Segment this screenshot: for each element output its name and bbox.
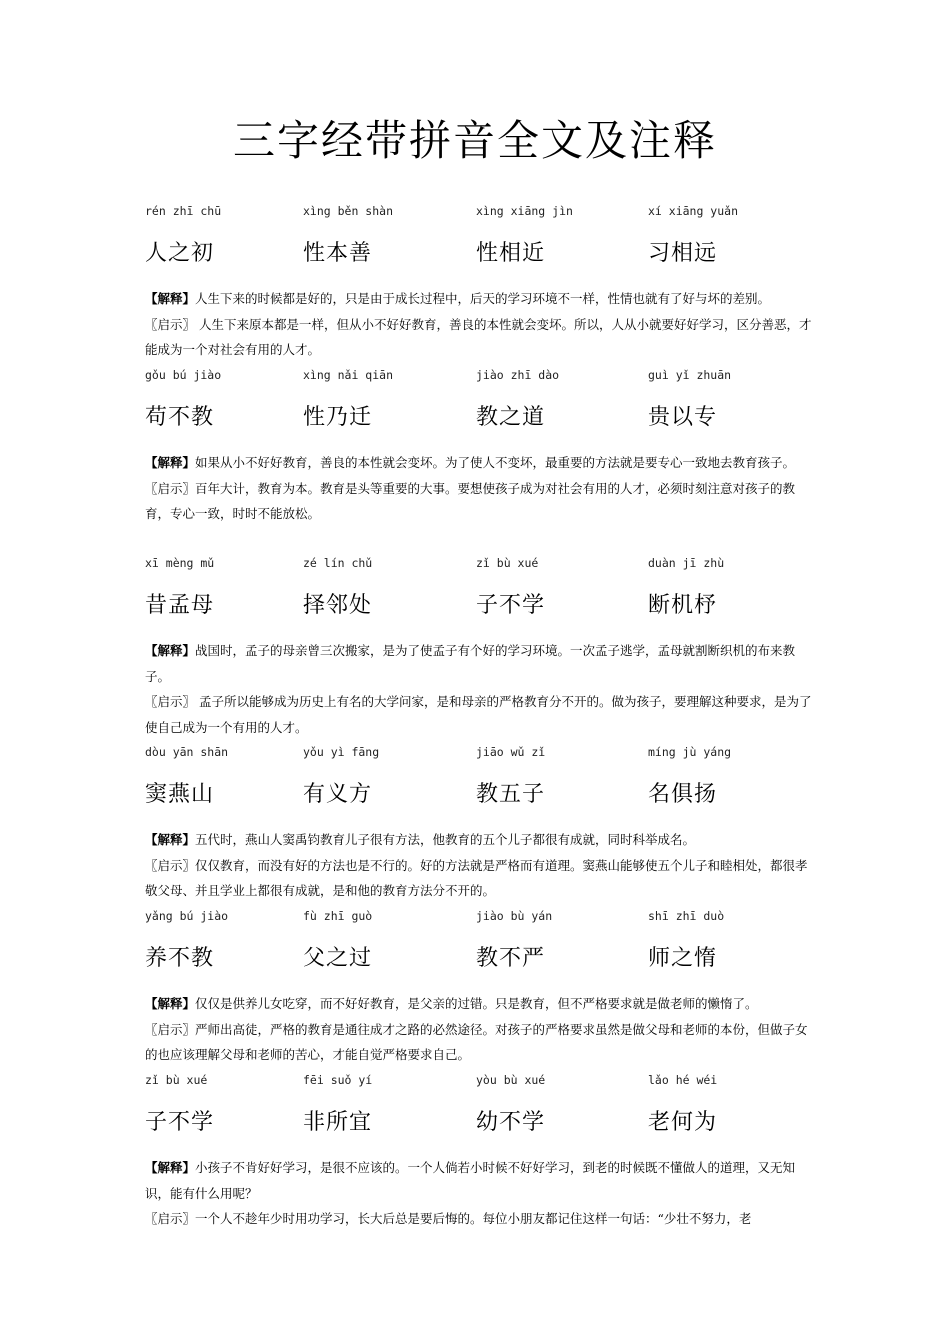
insight-paragraph — [145, 1017, 815, 1068]
hanzi-phrase: 名俱扬 — [648, 782, 718, 807]
pinyin-text: xí xiāng yuǎn — [648, 204, 739, 218]
explanation-paragraph — [145, 827, 815, 853]
explanation-paragraph — [145, 450, 815, 476]
pinyin-text: xìng nǎi qiān — [303, 368, 394, 382]
hanzi-row — [145, 236, 815, 276]
hanzi-row — [145, 1105, 815, 1145]
pinyin-text: fēi suǒ yí — [303, 1073, 373, 1087]
hanzi-phrase: 教之道 — [476, 405, 546, 430]
explanation-text: 如果从小不好好教育，善良的本性就会变坏。为了使人不变坏，最重要的方法就是要专心一致地去教育孩子。 — [195, 455, 796, 470]
explanation-label: 【解释】 — [145, 996, 196, 1011]
hanzi-phrase: 养不教 — [145, 946, 215, 971]
hanzi-phrase: 教五子 — [476, 782, 546, 807]
explanation-text: 五代时，燕山人窦禹钧教育儿子很有方法，他教育的五个儿子都很有成就，同时科举成名。 — [195, 832, 696, 847]
pinyin-text: rén zhī chū — [145, 204, 222, 218]
pinyin-text: dòu yān shān — [145, 745, 229, 759]
pinyin-text: zǐ bù xué — [145, 1073, 208, 1087]
insight-text: 严师出高徒，严格的教育是通往成才之路的必然途径。对孩子的严格要求虽然是做父母和老师的本份，但做子女的也应该理解父母和老师的苦心，才能自觉严格要求自己。 — [145, 1021, 808, 1062]
hanzi-phrase: 子不学 — [145, 1110, 215, 1135]
hanzi-phrase: 贵以专 — [648, 405, 718, 430]
document-title: 三字经带拼音全文及注释 — [232, 116, 717, 165]
insight-text: 百年大计，教育为本。教育是头等重要的大事。要想使孩子成为对社会有用的人才，必须时刻注意对孩子的教育，专心一致，时时不能放松。 — [145, 480, 796, 521]
hanzi-phrase: 择邻处 — [303, 593, 373, 618]
explanation-text: 人生下来的时候都是好的，只是由于成长过程中，后天的学习环境不一样，性情也就有了好与坏的差别。 — [195, 291, 771, 306]
pinyin-text: xìng běn shàn — [303, 204, 394, 218]
explanation-label: 【解释】 — [145, 1160, 196, 1175]
insight-text: 一个人不趁年少时用功学习，长大后总是要后悔的。每位小朋友都记住这样一句话：“少壮不努力，老 — [195, 1211, 752, 1226]
pinyin-text: shī zhī duò — [648, 909, 725, 923]
hanzi-row — [145, 400, 815, 440]
pinyin-text: guì yǐ zhuān — [648, 368, 732, 382]
pinyin-text: duàn jī zhù — [648, 556, 725, 570]
pinyin-text: zé lín chǔ — [303, 556, 373, 570]
hanzi-phrase: 性相近 — [476, 241, 546, 266]
verse-section — [145, 1073, 815, 1232]
pinyin-row — [145, 1073, 815, 1093]
pinyin-row — [145, 909, 815, 929]
explanation-label: 【解释】 — [145, 832, 196, 847]
pinyin-text: gǒu bú jiào — [145, 368, 222, 382]
pinyin-text: yǒu yì fāng — [303, 745, 380, 759]
hanzi-phrase: 性乃迁 — [303, 405, 373, 430]
hanzi-phrase: 幼不学 — [476, 1110, 546, 1135]
pinyin-text: fù zhī guò — [303, 909, 373, 923]
pinyin-row — [145, 556, 815, 576]
hanzi-phrase: 昔孟母 — [145, 593, 215, 618]
verse-section — [145, 204, 815, 363]
insight-label: 〖启示〗 — [145, 480, 196, 496]
pinyin-text: yǎng bú jiào — [145, 909, 229, 923]
explanation-text: 仅仅是供养儿女吃穿，而不好好教育，是父亲的过错。只是教育，但不严格要求就是做老师的懒惰了。 — [195, 996, 758, 1011]
hanzi-phrase: 父之过 — [303, 946, 373, 971]
hanzi-row — [145, 777, 815, 817]
verse-section — [145, 556, 815, 740]
explanation-label: 【解释】 — [145, 291, 196, 306]
hanzi-phrase: 性本善 — [303, 241, 373, 266]
pinyin-text: jiào zhī dào — [476, 368, 560, 382]
hanzi-phrase: 师之惰 — [648, 946, 718, 971]
notes — [145, 450, 815, 527]
hanzi-phrase: 老何为 — [648, 1110, 718, 1135]
explanation-paragraph — [145, 991, 815, 1017]
pinyin-row — [145, 204, 815, 224]
explanation-text: 小孩子不肯好好学习，是很不应该的。一个人倘若小时候不好好学习，到老的时候既不懂做人的道理，又无知识，能有什么用呢？ — [145, 1160, 796, 1201]
insight-text: 孟子所以能够成为历史上有名的大学问家，是和母亲的严格教育分不开的。做为孩子，要理解这种要求，是为了使自己成为一个有用的人才。 — [145, 694, 812, 735]
insight-paragraph — [145, 312, 815, 363]
hanzi-phrase: 子不学 — [476, 593, 546, 618]
explanation-label: 【解释】 — [145, 455, 196, 470]
hanzi-phrase: 习相远 — [648, 241, 718, 266]
notes — [145, 827, 815, 904]
hanzi-phrase: 苟不教 — [145, 405, 215, 430]
verse-section — [145, 909, 815, 1068]
pinyin-text: yòu bù xué — [476, 1073, 546, 1087]
pinyin-text: jiào bù yán — [476, 909, 553, 923]
verse-section — [145, 745, 815, 904]
insight-text: 仅仅教育，而没有好的方法也是不行的。好的方法就是严格而有道理。窦燕山能够使五个儿子和睦相处，都很孝敬父母、并且学业上都很有成就，是和他的教育方法分不开的。 — [145, 857, 808, 898]
explanation-text: 战国时，孟子的母亲曾三次搬家，是为了使孟子有个好的学习环境。一次孟子逃学，孟母就割断织机的布来教子。 — [145, 643, 796, 684]
hanzi-phrase: 人之初 — [145, 241, 215, 266]
insight-label: 〖启示〗 — [145, 1211, 196, 1226]
notes — [145, 1155, 815, 1232]
insight-paragraph — [145, 689, 815, 740]
notes — [145, 991, 815, 1068]
hanzi-row — [145, 941, 815, 981]
insight-label: 〖启示〗 — [145, 316, 196, 332]
hanzi-phrase: 断机杼 — [648, 593, 718, 618]
notes — [145, 286, 815, 363]
hanzi-phrase: 有义方 — [303, 782, 373, 807]
pinyin-text: jiāo wǔ zǐ — [476, 745, 546, 759]
pinyin-row — [145, 745, 815, 765]
insight-text: 人生下来原本都是一样，但从小不好好教育，善良的本性就会变坏。所以，人从小就要好好学习，区分善恶，才能成为一个对社会有用的人才。 — [145, 316, 812, 357]
hanzi-phrase: 非所宜 — [303, 1110, 373, 1135]
insight-paragraph — [145, 853, 815, 904]
pinyin-text: xī mèng mǔ — [145, 556, 215, 570]
pinyin-row — [145, 368, 815, 388]
explanation-label: 【解释】 — [145, 643, 196, 658]
hanzi-phrase: 窦燕山 — [145, 782, 215, 807]
notes — [145, 638, 815, 740]
pinyin-text: zǐ bù xué — [476, 556, 539, 570]
hanzi-row — [145, 588, 815, 628]
insight-label: 〖启示〗 — [145, 1021, 196, 1037]
pinyin-text: xìng xiāng jìn — [476, 204, 573, 218]
pinyin-text: lǎo hé wéi — [648, 1073, 718, 1087]
explanation-paragraph — [145, 1155, 815, 1206]
pinyin-text: míng jù yáng — [648, 745, 732, 759]
hanzi-phrase: 教不严 — [476, 946, 546, 971]
insight-paragraph — [145, 1206, 815, 1232]
verse-section — [145, 368, 815, 527]
insight-label: 〖启示〗 — [145, 694, 196, 709]
explanation-paragraph — [145, 638, 815, 689]
explanation-paragraph — [145, 286, 815, 312]
insight-paragraph — [145, 476, 815, 527]
insight-label: 〖启示〗 — [145, 857, 196, 873]
